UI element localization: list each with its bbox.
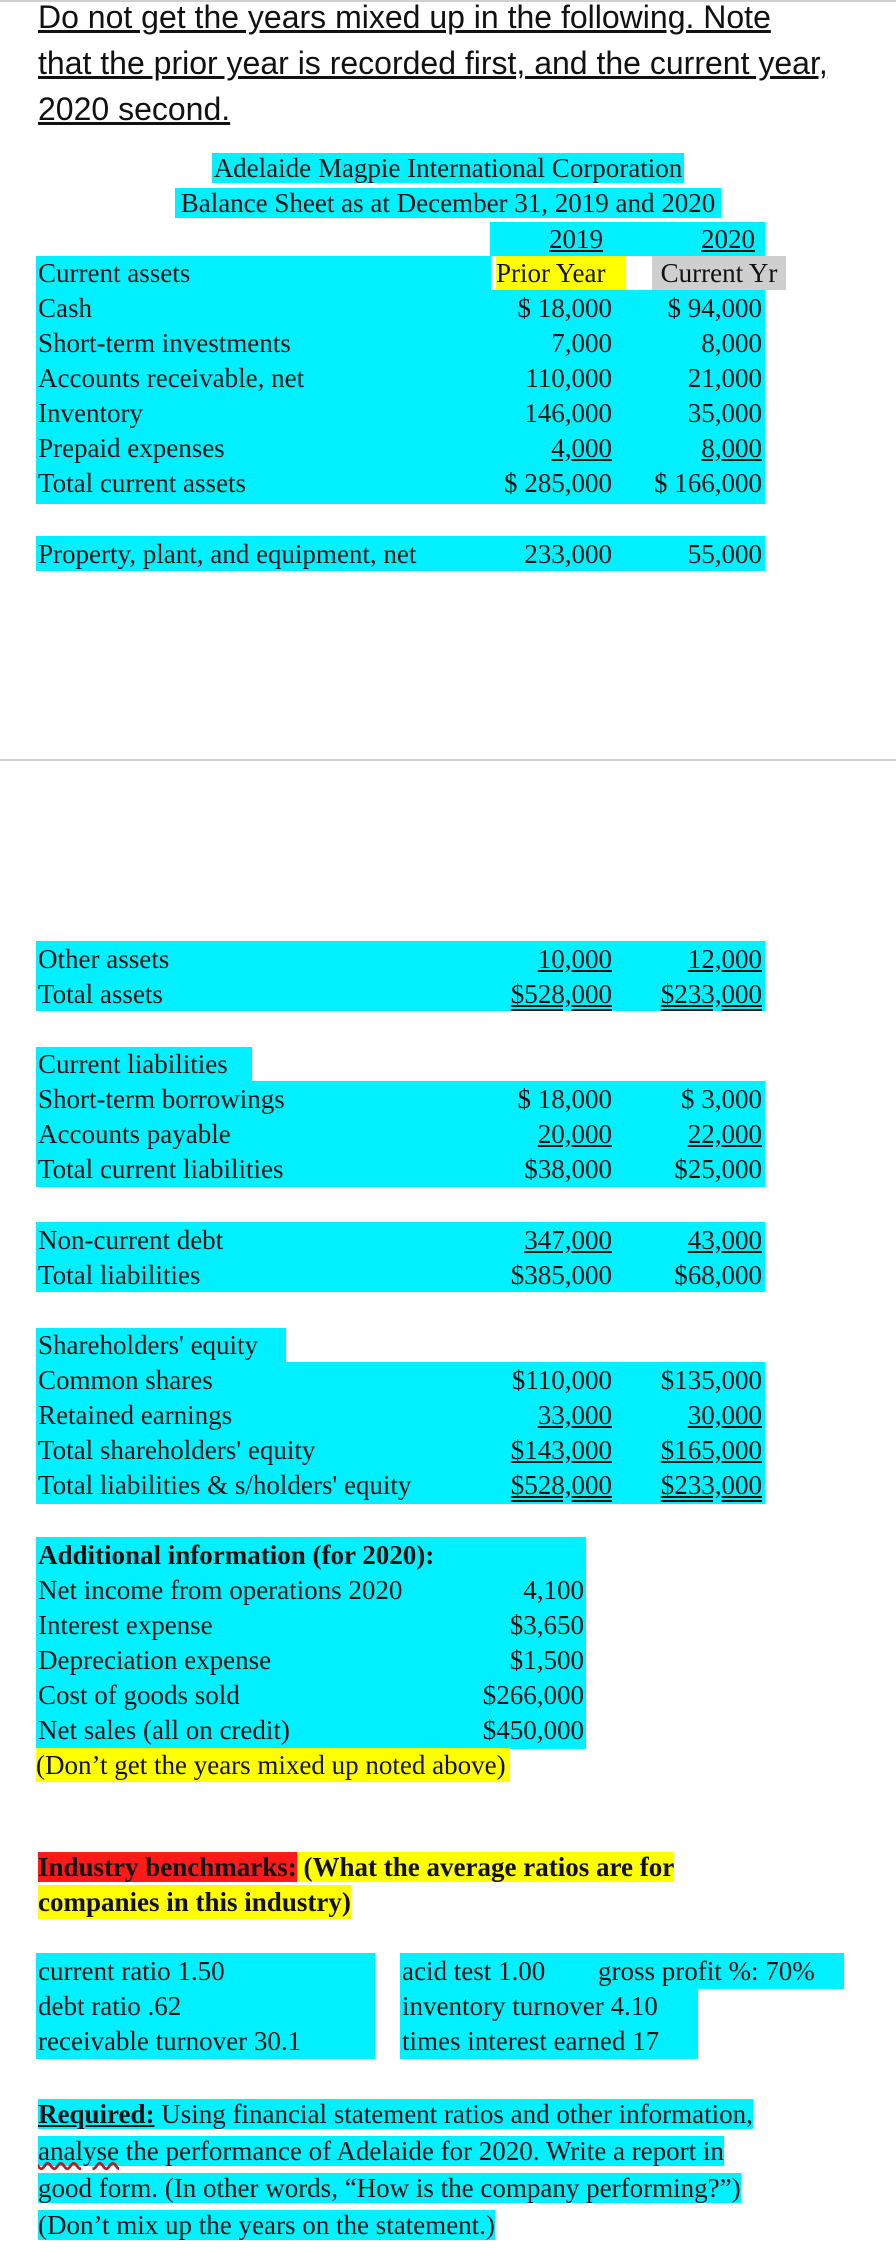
total-shareholders-equity-2019: $143,000 xyxy=(510,1435,612,1465)
total-liabilities-2019: $385,000 xyxy=(510,1260,612,1290)
required-paragraph xyxy=(38,2096,858,2244)
additional-info-heading: Additional information (for 2020): xyxy=(38,1540,435,1570)
col-current-year-label: Current Yr xyxy=(652,256,786,290)
total-current-assets-2019: $ 285,000 xyxy=(504,468,612,498)
row-label-interest-expense: Interest expense xyxy=(38,1610,213,1640)
row-label-short-term-investments: Short-term investments xyxy=(38,328,291,358)
page-break-rule xyxy=(0,759,896,761)
short-term-investments-2020: 8,000 xyxy=(701,328,762,358)
benchmarks-title-highlight: Industry benchmarks: xyxy=(38,1852,297,1882)
benchmark-acid-test: acid test 1.00 xyxy=(402,1956,546,1986)
row-label-total-current-assets: Total current assets xyxy=(38,468,247,498)
row-label-cost-of-goods-sold: Cost of goods sold xyxy=(38,1680,240,1710)
additional-info-note: (Don’t get the years mixed up noted above) xyxy=(36,1748,510,1782)
intro-line-2: that the prior year is recorded first, and the current year, xyxy=(38,45,828,81)
intro-line-3: 2020 second. xyxy=(38,91,231,127)
row-label-retained-earnings: Retained earnings xyxy=(38,1400,233,1430)
intro-line-1: Do not get the years mixed up in the following. Note xyxy=(38,0,771,35)
short-term-borrowings-2019: $ 18,000 xyxy=(517,1084,612,1114)
row-label-depreciation-expense: Depreciation expense xyxy=(38,1645,272,1675)
non-current-debt-2019: 347,000 xyxy=(524,1225,612,1255)
benchmarks-title xyxy=(38,1850,674,1884)
short-term-investments-2019: 7,000 xyxy=(551,328,612,358)
equity-heading: Shareholders' equity xyxy=(38,1330,259,1360)
required-line-3: good form. (In other words, “How is the company performing?”) xyxy=(38,2173,741,2203)
row-label-total-assets: Total assets xyxy=(38,979,163,1009)
benchmark-inventory-turnover: inventory turnover 4.10 xyxy=(402,1991,658,2021)
benchmark-gross-profit: gross profit %: 70% xyxy=(598,1956,815,1986)
total-liabilities-equity-2019: $528,000 xyxy=(510,1470,612,1500)
benchmark-times-interest-earned: times interest earned 17 xyxy=(402,2026,660,2056)
total-liabilities-equity-2020: $233,000 xyxy=(660,1470,762,1500)
ppe-2019: 233,000 xyxy=(524,539,612,569)
accounts-receivable-2019: 110,000 xyxy=(525,363,612,393)
row-label-accounts-payable: Accounts payable xyxy=(38,1119,231,1149)
col-2019-year: 2019 xyxy=(549,224,603,254)
benchmark-receivable-turnover: receivable turnover 30.1 xyxy=(38,2026,302,2056)
intro-note xyxy=(38,0,878,132)
benchmark-current-ratio: current ratio 1.50 xyxy=(38,1956,225,1986)
row-label-common-shares: Common shares xyxy=(38,1365,213,1395)
required-line-2: analyse the performance of Adelaide for 2020. Write a report in xyxy=(38,2136,724,2166)
row-label-net-income: Net income from operations 2020 xyxy=(38,1575,403,1605)
interest-expense-value: $3,650 xyxy=(509,1610,584,1640)
row-label-short-term-borrowings: Short-term borrowings xyxy=(38,1084,285,1114)
common-shares-2019: $110,000 xyxy=(511,1365,612,1395)
inventory-2020: 35,000 xyxy=(687,398,762,428)
current-liabilities-heading: Current liabilities xyxy=(38,1049,228,1079)
row-label-accounts-receivable: Accounts receivable, net xyxy=(38,363,305,393)
total-current-assets-2020: $ 166,000 xyxy=(654,468,762,498)
short-term-borrowings-2020: $ 3,000 xyxy=(681,1084,762,1114)
prepaid-expenses-2019: 4,000 xyxy=(551,433,612,463)
row-label-cash: Cash xyxy=(38,293,92,323)
required-label: Required: xyxy=(38,2099,155,2129)
common-shares-2020: $135,000 xyxy=(660,1365,762,1395)
row-label-other-assets: Other assets xyxy=(38,944,170,974)
benchmark-debt-ratio: debt ratio .62 xyxy=(38,1991,182,2021)
company-name: Adelaide Magpie International Corporation xyxy=(213,153,683,183)
cash-2019: $ 18,000 xyxy=(517,293,612,323)
row-label-net-sales: Net sales (all on credit) xyxy=(38,1715,290,1745)
row-label-prepaid-expenses: Prepaid expenses xyxy=(38,433,225,463)
required-line-1: Required: Using financial statement ratios and other information, xyxy=(38,2099,753,2129)
required-line-4: (Don’t mix up the years on the statement.) xyxy=(38,2210,495,2240)
cost-of-goods-sold-value: $266,000 xyxy=(482,1680,584,1710)
ppe-2020: 55,000 xyxy=(687,539,762,569)
accounts-receivable-2020: 21,000 xyxy=(687,363,762,393)
prepaid-expenses-2020: 8,000 xyxy=(701,433,762,463)
col-prior-year-label: Prior Year xyxy=(496,256,626,290)
inventory-2019: 146,000 xyxy=(524,398,612,428)
non-current-debt-2020: 43,000 xyxy=(687,1225,762,1255)
net-sales-value: $450,000 xyxy=(482,1715,584,1745)
total-current-liabilities-2019: $38,000 xyxy=(524,1154,612,1184)
accounts-payable-2019: 20,000 xyxy=(537,1119,612,1149)
total-shareholders-equity-2020: $165,000 xyxy=(660,1435,762,1465)
total-assets-2019: $528,000 xyxy=(510,979,612,1009)
depreciation-expense-value: $1,500 xyxy=(509,1645,584,1675)
analyse-word: analyse xyxy=(38,2136,119,2166)
accounts-payable-2020: 22,000 xyxy=(687,1119,762,1149)
current-assets-heading: Current assets xyxy=(38,258,191,288)
row-label-total-shareholders-equity: Total shareholders' equity xyxy=(38,1435,316,1465)
cash-2020: $ 94,000 xyxy=(667,293,762,323)
total-liabilities-2020: $68,000 xyxy=(674,1260,762,1290)
row-label-non-current-debt: Non-current debt xyxy=(38,1225,224,1255)
row-label-ppe: Property, plant, and equipment, net xyxy=(38,539,417,569)
other-assets-2019: 10,000 xyxy=(537,944,612,974)
statement-title: Balance Sheet as at December 31, 2019 and 2020 xyxy=(0,186,896,220)
row-label-inventory: Inventory xyxy=(38,398,143,428)
retained-earnings-2020: 30,000 xyxy=(687,1400,762,1430)
total-assets-2020: $233,000 xyxy=(660,979,762,1009)
retained-earnings-2019: 33,000 xyxy=(537,1400,612,1430)
row-label-total-current-liabilities: Total current liabilities xyxy=(38,1154,284,1184)
net-income-value: 4,100 xyxy=(523,1575,584,1605)
row-label-total-liabilities-equity: Total liabilities & s/holders' equity xyxy=(38,1470,412,1500)
row-label-total-liabilities: Total liabilities xyxy=(38,1260,201,1290)
other-assets-2020: 12,000 xyxy=(687,944,762,974)
total-current-liabilities-2020: $25,000 xyxy=(674,1154,762,1184)
col-2020-year: 2020 xyxy=(701,224,755,254)
benchmarks-title-rest: (What the average ratios are for xyxy=(296,1852,675,1882)
benchmarks-title-line-2: companies in this industry) xyxy=(38,1887,351,1917)
